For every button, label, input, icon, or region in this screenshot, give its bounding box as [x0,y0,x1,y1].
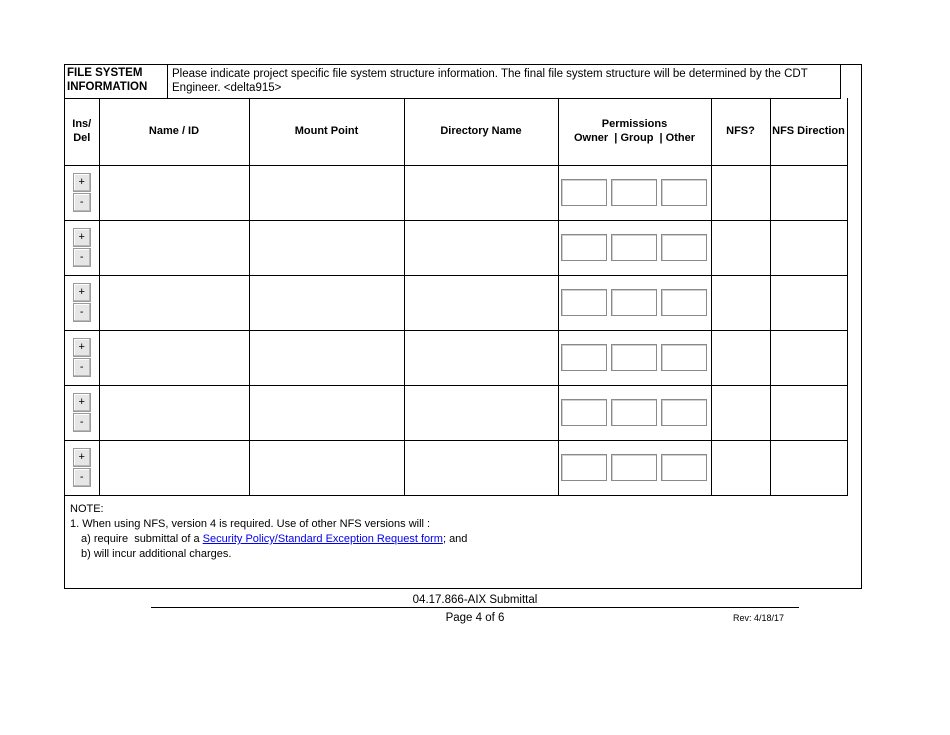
permissions-cell [558,440,711,495]
mount-point-cell[interactable] [249,330,404,385]
nfs-direction-cell[interactable] [770,330,847,385]
footer-revision: Rev: 4/18/17 [733,613,785,623]
section-label-line2: INFORMATION [67,81,148,93]
delete-row-button[interactable]: - [73,248,91,267]
name-id-cell[interactable] [99,275,249,330]
note-section [65,496,861,568]
exception-request-link[interactable]: Security Policy/Standard Exception Request form [202,533,443,545]
ins-del-cell [65,220,99,275]
insert-row-button[interactable]: + [73,448,91,467]
permissions-cell [558,330,711,385]
nfs-direction-cell[interactable] [770,165,847,220]
permissions-cell [558,385,711,440]
table-row [65,440,847,495]
file-system-table [65,98,848,496]
insert-row-button[interactable]: + [73,283,91,302]
insert-row-button[interactable]: + [73,228,91,247]
nfs-cell[interactable] [711,440,770,495]
owner-permission-input[interactable] [561,344,607,371]
mount-point-cell[interactable] [249,440,404,495]
ins-del-cell [65,440,99,495]
name-id-cell[interactable] [99,440,249,495]
table-row [65,330,847,385]
other-permission-input[interactable] [661,344,707,371]
table-header-row [65,98,847,165]
name-id-cell[interactable] [99,165,249,220]
col-name-id: Name / ID [99,98,249,165]
table-row [65,385,847,440]
other-permission-input[interactable] [661,234,707,261]
note-line2: a) require submittal of a Security Policy/Standard Exception Request form; and [81,533,468,545]
nfs-cell[interactable] [711,275,770,330]
col-directory-name: Directory Name [404,98,558,165]
owner-permission-input[interactable] [561,454,607,481]
permissions-cell [558,165,711,220]
footer-doc-title: 04.17.866-AIX Submittal [412,594,538,606]
ins-del-cell [65,385,99,440]
section-label-line1: FILE SYSTEM [67,67,143,79]
mount-point-cell[interactable] [249,385,404,440]
group-permission-input[interactable] [611,179,657,206]
insert-row-button[interactable]: + [73,393,91,412]
delete-row-button[interactable]: - [73,413,91,432]
insert-row-button[interactable]: + [73,338,91,357]
table-row [65,165,847,220]
directory-name-cell[interactable] [404,165,558,220]
name-id-cell[interactable] [99,330,249,385]
nfs-cell[interactable] [711,220,770,275]
group-permission-input[interactable] [611,289,657,316]
group-permission-input[interactable] [611,399,657,426]
directory-name-cell[interactable] [404,330,558,385]
directory-name-cell[interactable] [404,220,558,275]
permissions-cell [558,275,711,330]
col-nfs-direction: NFS Direction [770,98,847,165]
ins-del-cell [65,330,99,385]
directory-name-cell[interactable] [404,275,558,330]
other-permission-input[interactable] [661,454,707,481]
owner-permission-input[interactable] [561,179,607,206]
col-permissions: Permissions Owner | Group | Other [558,98,711,165]
group-permission-input[interactable] [611,454,657,481]
table-row [65,275,847,330]
section-header [65,65,841,99]
col-ins-del: Ins/ Del [65,98,99,165]
nfs-cell[interactable] [711,165,770,220]
nfs-cell[interactable] [711,330,770,385]
nfs-direction-cell[interactable] [770,385,847,440]
mount-point-cell[interactable] [249,165,404,220]
delete-row-button[interactable]: - [73,303,91,322]
owner-permission-input[interactable] [561,399,607,426]
group-permission-input[interactable] [611,344,657,371]
note-heading: NOTE: [70,503,104,515]
nfs-cell[interactable] [711,385,770,440]
name-id-cell[interactable] [99,220,249,275]
directory-name-cell[interactable] [404,440,558,495]
group-permission-input[interactable] [611,234,657,261]
delete-row-button[interactable]: - [73,468,91,487]
nfs-direction-cell[interactable] [770,440,847,495]
note-line1: 1. When using NFS, version 4 is required. Use of other NFS versions will : [70,518,431,530]
directory-name-cell[interactable] [404,385,558,440]
other-permission-input[interactable] [661,289,707,316]
insert-row-button[interactable]: + [73,173,91,192]
owner-permission-input[interactable] [561,234,607,261]
other-permission-input[interactable] [661,179,707,206]
ins-del-cell [65,165,99,220]
note-line3: b) will incur additional charges. [81,548,232,560]
nfs-direction-cell[interactable] [770,220,847,275]
mount-point-cell[interactable] [249,275,404,330]
ins-del-cell [65,275,99,330]
owner-permission-input[interactable] [561,289,607,316]
delete-row-button[interactable]: - [73,358,91,377]
nfs-direction-cell[interactable] [770,275,847,330]
col-mount-point: Mount Point [249,98,404,165]
mount-point-cell[interactable] [249,220,404,275]
permissions-cell [558,220,711,275]
footer-page-number: Page 4 of 6 [445,612,505,624]
col-nfs: NFS? [711,98,770,165]
section-instructions: Please indicate project specific file system structure information. The final file system structure will be determined by the CDT Engineer. <delta915> [172,68,808,94]
file-system-form [64,64,862,589]
table-row [65,220,847,275]
name-id-cell[interactable] [99,385,249,440]
section-label [65,65,168,98]
other-permission-input[interactable] [661,399,707,426]
footer-divider [151,607,799,608]
delete-row-button[interactable]: - [73,193,91,212]
